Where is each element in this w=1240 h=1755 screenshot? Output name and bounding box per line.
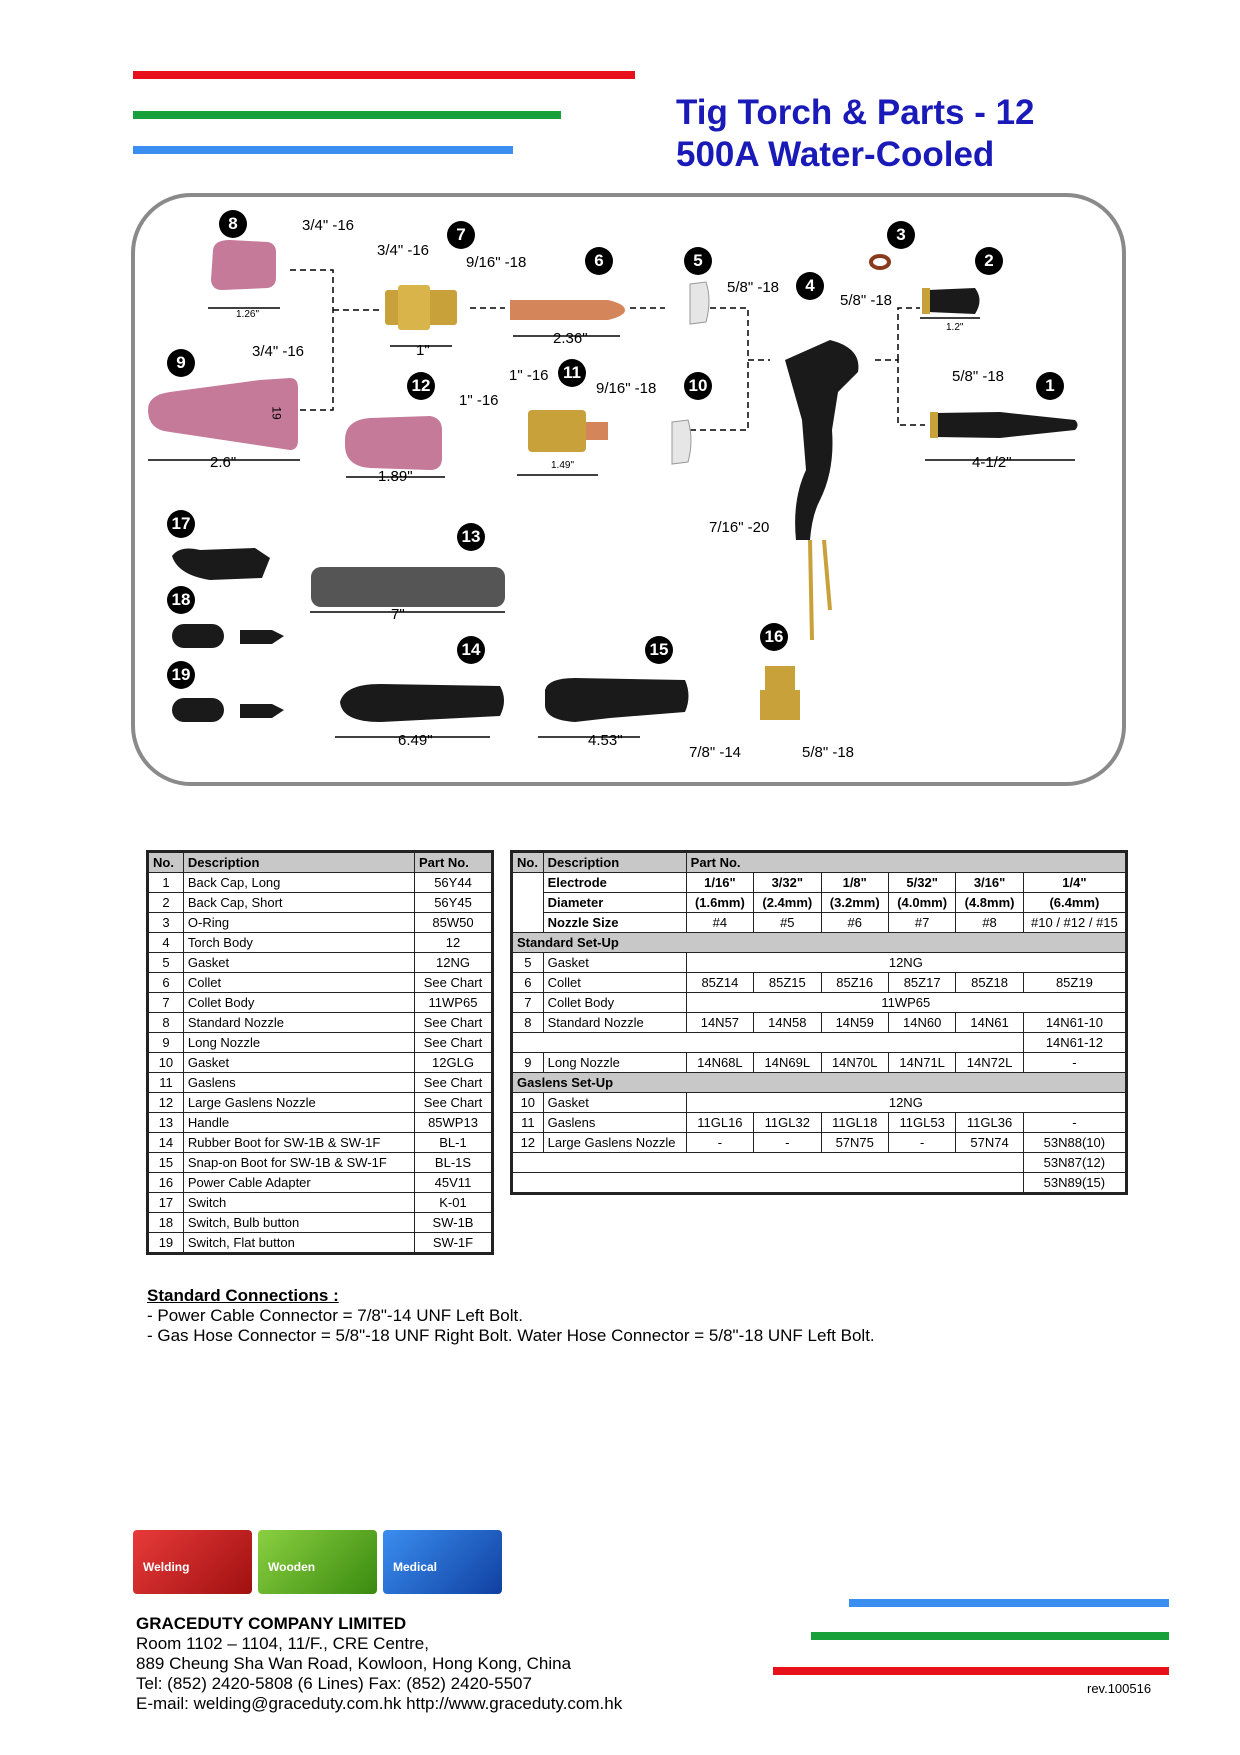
label-p2-dim: 1.2" <box>946 322 964 333</box>
part-19-switch-flat <box>172 698 224 722</box>
company-address-1: Room 1102 – 1104, 11/F., CRE Centre, <box>136 1634 429 1653</box>
t2-value-cell: 14N61 <box>956 1013 1023 1033</box>
t1-part-cell: 85WP13 <box>415 1113 492 1133</box>
badge-12: 12 <box>407 372 435 400</box>
t1-no-cell: 15 <box>149 1153 184 1173</box>
t2-value-cell: 14N61-12 <box>1023 1033 1125 1053</box>
badge-4: 4 <box>796 272 824 300</box>
dimension-arrows <box>148 308 1075 737</box>
t2-value-cell: - <box>686 1133 753 1153</box>
badge-11: 11 <box>558 359 586 387</box>
t2-no-cell: 9 <box>513 1053 544 1073</box>
company-address-2: 889 Cheung Sha Wan Road, Kowloon, Hong Kong, China <box>136 1654 572 1673</box>
t2-value-cell: 14N69L <box>754 1053 821 1073</box>
t1-row <box>149 1053 492 1073</box>
t1-row <box>149 953 492 973</box>
t2-row-12 <box>513 1133 1126 1153</box>
t1-no-cell: 16 <box>149 1173 184 1193</box>
t1-desc-cell: Back Cap, Long <box>183 873 414 893</box>
t1-no-cell: 18 <box>149 1213 184 1233</box>
badge-16: 16 <box>760 623 788 651</box>
t1-row <box>149 1213 492 1233</box>
t1-no-cell: 10 <box>149 1053 184 1073</box>
badge-6: 6 <box>585 247 613 275</box>
t1-desc-cell: Collet <box>183 973 414 993</box>
t1-part-cell: 12NG <box>415 953 492 973</box>
badge-15: 15 <box>645 636 673 664</box>
label-p1-dim: 4-1/2" <box>972 454 1012 471</box>
part-2-back-cap-short <box>928 288 980 314</box>
label-p7-thread-b: 9/16" -18 <box>466 254 527 271</box>
label-p2-thread: 5/8" -18 <box>840 292 893 309</box>
part-10-gasket <box>672 420 691 464</box>
t2-no-cell: 5 <box>513 953 544 973</box>
part-11-gaslens <box>528 410 586 452</box>
notes-line-1: - Power Cable Connector = 7/8"-14 UNF Left Bolt. <box>147 1306 523 1325</box>
badge-8: 8 <box>219 210 247 238</box>
t2-nozzle-cell: #6 <box>821 913 888 933</box>
badge-1: 1 <box>1036 372 1064 400</box>
t1-part-cell: See Chart <box>415 1013 492 1033</box>
part-14-rubber-boot <box>340 684 504 722</box>
logo-medical <box>383 1530 502 1594</box>
label-p11-thread-a: 1" -16 <box>509 367 549 384</box>
t2-value-cell: 14N71L <box>888 1053 955 1073</box>
t1-part-cell: SW-1F <box>415 1233 492 1253</box>
t1-no-cell: 7 <box>149 993 184 1013</box>
part-1-back-cap-long <box>936 412 1078 438</box>
label-p4-bottom-thread: 7/16" -20 <box>709 519 770 536</box>
t1-no-cell: 2 <box>149 893 184 913</box>
t2-value-cell: 85Z15 <box>754 973 821 993</box>
t2-electrode-cell: 1/16" <box>686 873 753 893</box>
t1-row <box>149 1073 492 1093</box>
t1-desc-cell: Snap-on Boot for SW-1B & SW-1F <box>183 1153 414 1173</box>
part-8-standard-nozzle <box>211 240 276 290</box>
t2-no-cell: 8 <box>513 1013 544 1033</box>
logo-wooden-label: Wooden <box>268 1560 316 1574</box>
t2-value-cell: 14N70L <box>821 1053 888 1073</box>
logo-welding-label: Welding <box>143 1560 190 1574</box>
t1-no-cell: 9 <box>149 1033 184 1053</box>
label-p4-thread: 5/8" -18 <box>727 279 780 296</box>
badge-13: 13 <box>457 523 485 551</box>
standard-connections-notes <box>147 1286 875 1346</box>
badge-5: 5 <box>684 247 712 275</box>
t1-header-desc: Description <box>183 853 414 873</box>
t1-part-cell: 12 <box>415 933 492 953</box>
t2-electrode-cell: 1/4" <box>1023 873 1125 893</box>
badge-18: 18 <box>167 586 195 614</box>
t1-part-cell: 56Y45 <box>415 893 492 913</box>
t2-value-cell: 14N58 <box>754 1013 821 1033</box>
t2-no-cell: 10 <box>513 1093 544 1113</box>
label-p12-thread: 1" -16 <box>459 392 499 409</box>
t1-no-cell: 5 <box>149 953 184 973</box>
label-p9-mark: 19 <box>269 406 284 420</box>
t1-row <box>149 1133 492 1153</box>
t2-value-cell: 57N75 <box>821 1133 888 1153</box>
t2-gaslens-setup-heading: Gaslens Set-Up <box>513 1073 1126 1093</box>
t2-desc-cell: Gasket <box>543 1093 686 1113</box>
t1-part-cell: 12GLG <box>415 1053 492 1073</box>
t2-electrode-cell: 3/32" <box>754 873 821 893</box>
t1-part-cell: 56Y44 <box>415 873 492 893</box>
t2-value-cell: 12NG <box>686 1093 1125 1113</box>
label-p14-dim: 6.49" <box>398 732 433 749</box>
t1-no-cell: 3 <box>149 913 184 933</box>
size-chart-table <box>512 852 1126 1193</box>
t1-desc-cell: Handle <box>183 1113 414 1133</box>
t1-no-cell: 17 <box>149 1193 184 1213</box>
t2-value-cell: 57N74 <box>956 1133 1023 1153</box>
t1-row <box>149 913 492 933</box>
t2-row-12-extra2 <box>513 1173 1126 1193</box>
t2-value-cell: 14N57 <box>686 1013 753 1033</box>
t2-diameter-cell: (4.0mm) <box>888 893 955 913</box>
t2-no-cell: 12 <box>513 1133 544 1153</box>
t2-value-cell: - <box>888 1133 955 1153</box>
bottom-green-bar <box>811 1632 1169 1640</box>
t1-row <box>149 893 492 913</box>
t2-value-cell: 53N88(10) <box>1023 1133 1125 1153</box>
t1-no-cell: 13 <box>149 1113 184 1133</box>
bottom-blue-bar <box>849 1599 1169 1607</box>
t1-desc-cell: Gaslens <box>183 1073 414 1093</box>
t2-value-cell: 11GL53 <box>888 1113 955 1133</box>
part-12-large-gaslens-nozzle <box>345 416 442 470</box>
parts-list-table-wrapper <box>146 850 494 1255</box>
part-6-collet <box>510 300 625 320</box>
t2-value-cell: 14N68L <box>686 1053 753 1073</box>
t2-desc-cell: Gaslens <box>543 1113 686 1133</box>
t2-header-desc: Description <box>543 853 686 873</box>
badge-3: 3 <box>887 221 915 249</box>
t1-desc-cell: Gasket <box>183 1053 414 1073</box>
t1-part-cell: 11WP65 <box>415 993 492 1013</box>
t2-desc-cell: Large Gaslens Nozzle <box>543 1133 686 1153</box>
t2-electrode-cell: 5/32" <box>888 873 955 893</box>
t2-nozzle-cell: #7 <box>888 913 955 933</box>
t2-row-7 <box>513 993 1126 1013</box>
t2-nozzle-label: Nozzle Size <box>543 913 686 933</box>
badge-10: 10 <box>684 372 712 400</box>
logo-wooden <box>258 1530 377 1594</box>
t1-no-cell: 1 <box>149 873 184 893</box>
t1-part-cell: 85W50 <box>415 913 492 933</box>
badge-7: 7 <box>447 221 475 249</box>
size-chart-table-wrapper <box>510 850 1128 1195</box>
t2-diameter-cell: (4.8mm) <box>956 893 1023 913</box>
t1-desc-cell: Power Cable Adapter <box>183 1173 414 1193</box>
part-15-snap-on-boot <box>545 678 689 722</box>
label-p12-dim: 1.89" <box>378 468 413 485</box>
t2-value-cell: 85Z17 <box>888 973 955 993</box>
t2-value-cell: 14N59 <box>821 1013 888 1033</box>
t1-part-cell: SW-1B <box>415 1213 492 1233</box>
t2-no-cell: 7 <box>513 993 544 1013</box>
t2-value-cell: - <box>1023 1053 1125 1073</box>
label-p6-dim: 2.36" <box>553 330 588 347</box>
t2-row-8 <box>513 1013 1126 1033</box>
t2-diameter-cell: (1.6mm) <box>686 893 753 913</box>
t1-desc-cell: Large Gaslens Nozzle <box>183 1093 414 1113</box>
t1-part-cell: BL-1 <box>415 1133 492 1153</box>
t1-desc-cell: Collet Body <box>183 993 414 1013</box>
notes-heading: Standard Connections : <box>147 1286 339 1305</box>
company-info <box>136 1614 622 1714</box>
t2-nozzle-cell: #8 <box>956 913 1023 933</box>
t1-row <box>149 1093 492 1113</box>
t2-header-no: No. <box>513 853 544 873</box>
label-p7-dim: 1" <box>416 342 430 359</box>
t2-desc-cell: Collet <box>543 973 686 993</box>
part-16-power-cable-adapter <box>760 690 800 720</box>
t2-value-cell: 14N72L <box>956 1053 1023 1073</box>
badge-2: 2 <box>975 247 1003 275</box>
t1-no-cell: 8 <box>149 1013 184 1033</box>
t2-nozzle-cell: #10 / #12 / #15 <box>1023 913 1125 933</box>
t2-nozzle-row <box>513 913 1126 933</box>
t1-row <box>149 1113 492 1133</box>
t1-part-cell: See Chart <box>415 1033 492 1053</box>
t1-part-cell: BL-1S <box>415 1153 492 1173</box>
t2-no-cell: 6 <box>513 973 544 993</box>
t2-desc-cell: Gasket <box>543 953 686 973</box>
badge-9: 9 <box>167 349 195 377</box>
t1-no-cell: 12 <box>149 1093 184 1113</box>
label-p1-thread: 5/8" -18 <box>952 368 1005 385</box>
badge-17: 17 <box>167 510 195 538</box>
part-4-torch-body <box>785 340 858 540</box>
t1-row <box>149 973 492 993</box>
label-p9-thread: 3/4" -16 <box>252 343 305 360</box>
t2-value-cell: 11GL36 <box>956 1113 1023 1133</box>
t1-row <box>149 933 492 953</box>
t1-row <box>149 1153 492 1173</box>
t1-row <box>149 993 492 1013</box>
bottom-red-bar <box>773 1667 1169 1675</box>
t2-row-8-extra <box>513 1033 1126 1053</box>
t2-electrode-cell: 3/16" <box>956 873 1023 893</box>
part-17-switch <box>172 548 270 580</box>
label-p11-dim: 1.49" <box>551 460 575 471</box>
t2-desc-cell: Collet Body <box>543 993 686 1013</box>
company-name: GRACEDUTY COMPANY LIMITED <box>136 1614 407 1633</box>
t2-value-cell: 14N61-10 <box>1023 1013 1125 1033</box>
t2-diameter-cell: (3.2mm) <box>821 893 888 913</box>
t1-desc-cell: Back Cap, Short <box>183 893 414 913</box>
badge-19: 19 <box>167 661 195 689</box>
label-p9-dim: 2.6" <box>210 454 237 471</box>
t2-no-cell: 11 <box>513 1113 544 1133</box>
t2-value-cell: 85Z16 <box>821 973 888 993</box>
part-13-handle <box>311 567 505 607</box>
t1-no-cell: 14 <box>149 1133 184 1153</box>
title-line-1: Tig Torch & Parts - 12 <box>676 93 1035 132</box>
t2-nozzle-cell: #5 <box>754 913 821 933</box>
t2-value-cell: 11GL18 <box>821 1113 888 1133</box>
label-p7-thread-a: 3/4" -16 <box>377 242 430 259</box>
label-p15-dim: 4.53" <box>588 732 623 749</box>
t2-value-cell: 53N87(12) <box>1023 1153 1125 1173</box>
t1-row <box>149 1233 492 1253</box>
t2-row-10 <box>513 1093 1126 1113</box>
t2-value-cell: 11WP65 <box>686 993 1125 1013</box>
badge-14: 14 <box>457 636 485 664</box>
t1-no-cell: 19 <box>149 1233 184 1253</box>
t1-desc-cell: Rubber Boot for SW-1B & SW-1F <box>183 1133 414 1153</box>
label-p8-thread: 3/4" -16 <box>302 217 355 234</box>
t1-no-cell: 11 <box>149 1073 184 1093</box>
logo-medical-label: Medical <box>393 1560 438 1574</box>
t1-part-cell: K-01 <box>415 1193 492 1213</box>
t2-diameter-cell: (2.4mm) <box>754 893 821 913</box>
company-email-web: E-mail: welding@graceduty.com.hk http://www.graceduty.com.hk <box>136 1694 623 1713</box>
notes-line-2: - Gas Hose Connector = 5/8"-18 UNF Right Bolt. Water Hose Connector = 5/8"-18 UNF Left Bolt. <box>147 1326 875 1345</box>
part-18-switch-bulb <box>172 624 224 648</box>
t1-part-cell: 45V11 <box>415 1173 492 1193</box>
t1-body <box>149 873 492 1253</box>
t1-part-cell: See Chart <box>415 1073 492 1093</box>
t2-value-cell: 85Z19 <box>1023 973 1125 993</box>
company-tel-fax: Tel: (852) 2420-5808 (6 Lines) Fax: (852) 2420-5507 <box>136 1674 532 1693</box>
t2-desc-cell: Standard Nozzle <box>543 1013 686 1033</box>
t2-electrode-cell: 1/8" <box>821 873 888 893</box>
label-p13-dim: 7" <box>391 606 405 623</box>
t1-desc-cell: Switch, Bulb button <box>183 1213 414 1233</box>
t1-row <box>149 873 492 893</box>
t1-header-part: Part No. <box>415 853 492 873</box>
t2-diameter-row <box>513 893 1126 913</box>
t2-header-part: Part No. <box>686 853 1125 873</box>
t2-value-cell: - <box>1023 1113 1125 1133</box>
t2-row-9 <box>513 1053 1126 1073</box>
t1-desc-cell: Standard Nozzle <box>183 1013 414 1033</box>
logo-welding <box>133 1530 252 1594</box>
t2-desc-cell: Long Nozzle <box>543 1053 686 1073</box>
t2-value-cell: 85Z14 <box>686 973 753 993</box>
t1-desc-cell: Long Nozzle <box>183 1033 414 1053</box>
t1-no-cell: 6 <box>149 973 184 993</box>
t1-part-cell: See Chart <box>415 973 492 993</box>
t2-value-cell: - <box>754 1133 821 1153</box>
t2-value-cell: 12NG <box>686 953 1125 973</box>
t1-header-no: No. <box>149 853 184 873</box>
t1-desc-cell: Torch Body <box>183 933 414 953</box>
title-line-2: 500A Water-Cooled <box>676 135 995 174</box>
t2-electrode-row <box>513 873 1126 893</box>
t2-nozzle-cell: #4 <box>686 913 753 933</box>
t2-value-cell: 11GL32 <box>754 1113 821 1133</box>
t1-row <box>149 1033 492 1053</box>
t2-standard-setup-heading: Standard Set-Up <box>513 933 1126 953</box>
t2-electrode-label: Electrode <box>543 873 686 893</box>
t2-value-cell: 11GL16 <box>686 1113 753 1133</box>
t2-value-cell: 14N60 <box>888 1013 955 1033</box>
part-5-gasket <box>690 282 709 324</box>
t1-row <box>149 1013 492 1033</box>
t2-row-5 <box>513 953 1126 973</box>
t2-row-6 <box>513 973 1126 993</box>
label-p16-thread-a: 7/8" -14 <box>689 744 742 761</box>
t2-value-cell: 53N89(15) <box>1023 1173 1125 1193</box>
t2-value-cell: 85Z18 <box>956 973 1023 993</box>
part-3-o-ring <box>871 256 889 268</box>
revision-label: rev.100516 <box>1087 1681 1152 1696</box>
t1-row <box>149 1193 492 1213</box>
label-p8-dim: 1.26" <box>236 309 260 320</box>
t2-diameter-cell: (6.4mm) <box>1023 893 1125 913</box>
t2-diameter-label: Diameter <box>543 893 686 913</box>
parts-list-table <box>148 852 492 1253</box>
t2-row-11 <box>513 1113 1126 1133</box>
t1-no-cell: 4 <box>149 933 184 953</box>
t2-row-12-extra1 <box>513 1153 1126 1173</box>
label-p11-thread-b: 9/16" -18 <box>596 380 657 397</box>
t1-part-cell: See Chart <box>415 1093 492 1113</box>
t1-desc-cell: Switch <box>183 1193 414 1213</box>
t1-row <box>149 1173 492 1193</box>
t1-desc-cell: Gasket <box>183 953 414 973</box>
t1-desc-cell: O-Ring <box>183 913 414 933</box>
t1-desc-cell: Switch, Flat button <box>183 1233 414 1253</box>
label-p16-thread-b: 5/8" -18 <box>802 744 855 761</box>
